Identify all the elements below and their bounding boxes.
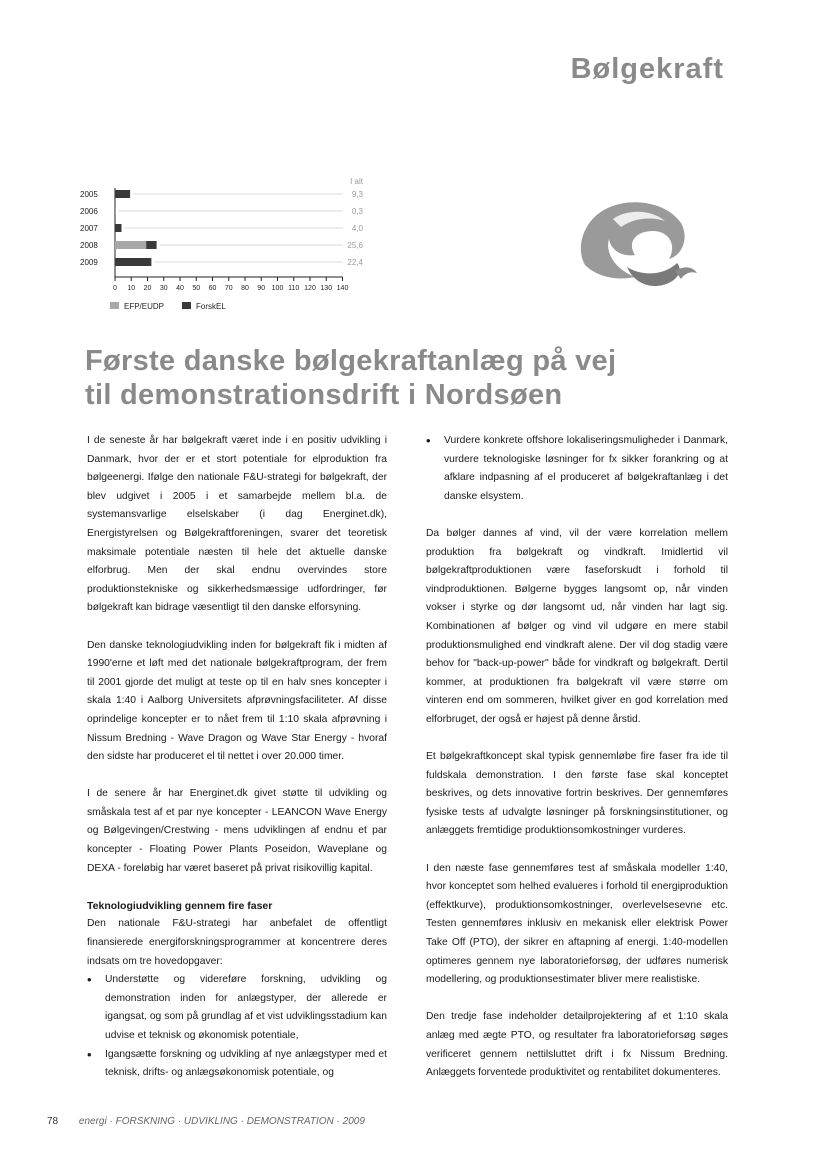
bar-forskel: [146, 241, 156, 249]
x-tick-label: 140: [336, 285, 349, 292]
funding-bar-chart: [80, 172, 370, 322]
x-tick-label: 100: [271, 285, 284, 292]
paragraph: I de seneste år har bølgekraft været inde i en positiv udvikling i Danmark, hvor der er et stort potentiale for elproduktion fra bølgeenergi. Ifølge den nationale F&U-strategi for bølgekraft, der blev udgivet i 2005 i et samarbejde mellem bl.a. de systemansvarlige elselskaber (i dag Energinet.dk), Energistyrelsen og Bølgekraftforeningen, svarer det teoretisk maksimale potentiale næsten til hele det aktuelle danske elforbrug. Men der skal endnu overvindes store produktionstekniske og sikkerhedsmæssige udfordringer, før bølgekraft kan bidrage væsentligt til den danske elforsyning.: [87, 435, 387, 614]
paragraph: Den nationale F&U-strategi har anbefalet de offentligt finansierede energiforskningsprogrammer at koncentrere deres indsats om tre hovedopgaver:: [87, 918, 387, 967]
x-tick-label: 130: [320, 285, 333, 292]
x-tick-label: 40: [176, 285, 184, 292]
y-tick-label: 2009: [80, 258, 98, 267]
x-tick-label: 30: [159, 285, 168, 292]
wave-logo-icon: [565, 193, 705, 293]
legend-label: EFP/EUDP: [124, 302, 165, 311]
legend-swatch: [182, 302, 191, 309]
x-tick-label: 50: [192, 285, 201, 292]
total-label: 0,3: [351, 207, 363, 216]
x-tick-label: 120: [304, 285, 316, 292]
list-item: • Vurdere konkrete offshore lokaliseringsmuligheder i Danmark, vurdere teknologiske løsninger for fx sikker forankring og at afklare indpasning af el produceret af bølgekraftanlæg i det danske elsystem.: [426, 432, 728, 506]
right-column: [426, 432, 728, 1101]
x-tick-label: 90: [257, 285, 266, 292]
headline-line-2: til demonstrationsdrift i Nordsøen: [85, 379, 563, 411]
headline-line-1: Første danske bølgekraftanlæg på vej: [85, 345, 617, 377]
total-label: 22,4: [347, 258, 363, 267]
left-column: [87, 432, 387, 1101]
section-heading: Teknologiudvikling gennem fire faser: [87, 899, 273, 912]
total-label: 4,0: [351, 224, 363, 233]
paragraph: Et bølgekraftkoncept skal typisk gennemløbe fire faser fra ide til fuldskala demonstration. I den første fase skal konceptet beskrives, og dets innovative fortrin beskrives. Der gennemføres fysiske tests af udvalgte løsninger på forskningsinstitutioner, og anlæggets fremtidige produktionsomkostninger vurderes.: [426, 751, 728, 837]
y-tick-label: 2005: [80, 190, 98, 199]
footer-text: energi · FORSKNING · UDVIKLING · DEMONSTRATION · 2009: [78, 1116, 365, 1127]
paragraph: Da bølger dannes af vind, vil der være korrelation mellem produktion fra bølgekraft og vindkraft. Imidlertid vil bølgekraftproduktionen være faseforskudt i forhold til vindproduktionen. Bølgerne bygges langsomt op, når vinden vokser i styrke og dør langsomt ud, når vinden har lagt sig. Kombinationen af bølger og vind vil udgøre en mere stabil produktionsmulighed end vindkraft alene. Der vil dog stadig være behov for "back-up-power" både for vindkraft og bølgekraft. Dertil kommer, at produktionen fra bølgekraft vil være større om vinteren end om sommeren, hvilket giver en god korrelation med elforbruget, der også er højest på denne årstid.: [426, 527, 728, 725]
paragraph: I de senere år har Energinet.dk givet støtte til udvikling og småskala test af et par nye koncepter - LEANCON Wave Energy og Bølgevingen/Crestwing - mens udviklingen af endnu et par koncepter - Floating Power Plants Poseidon, Waveplane og DEXA - foreløbig har været baseret på privat risikovillig kapital.: [87, 788, 387, 874]
x-tick-label: 70: [224, 285, 233, 292]
x-tick-label: 60: [208, 285, 217, 292]
page-number: 78: [47, 1116, 59, 1127]
list-item: • Igangsætte forskning og udvikling af nye anlægstyper med et teknisk, drifts- og anlægsøkonomisk potentiale, og: [87, 1046, 387, 1083]
legend-swatch: [110, 302, 119, 309]
bar-forskel: [115, 258, 151, 266]
y-tick-label: 2006: [80, 207, 98, 216]
paragraph: I den næste fase gennemføres test af småskala modeller 1:40, hvor konceptet som helhed evalueres i forhold til energiproduktion (effektkurve), produktionsomkostninger, overlevelsesevne etc. Testen gennemføres inklusiv en mekanisk eller elektrisk Power Take Off (PTO), der sikrer en aftapning af energi. 1:40-modellen optimeres gennem nye laboratorieforsøg, der udføres numerisk modellering, og produktionsestimater bliver mere realistiske.: [426, 862, 728, 986]
x-tick-label: 20: [143, 285, 152, 292]
x-tick-label: 110: [288, 285, 300, 292]
x-tick-label: 0: [113, 285, 117, 292]
total-label: 25,6: [347, 241, 363, 250]
totals-header: I alt: [350, 177, 363, 186]
bar-forskel: [115, 224, 122, 232]
paragraph: Den tredje fase indeholder detailprojektering af et 1:10 skala anlæg med ægte PTO, og resultater fra laboratorieforsøg søges verificeret gennem nettilsluttet drift i fx Nissum Bredning. Anlæggets forventede produktivitet og rentabilitet dokumenteres.: [426, 1011, 728, 1079]
bar-efp-eudp: [115, 241, 146, 249]
total-label: 9,3: [351, 190, 363, 199]
section-title: Bølgekraft: [570, 53, 724, 85]
headline: [85, 344, 725, 412]
bar-forskel: [115, 190, 130, 198]
legend-label: ForskEL: [196, 302, 226, 311]
x-tick-label: 80: [241, 285, 249, 292]
paragraph: Den danske teknologiudvikling inden for bølgekraft fik i midten af 1990'erne et løft med det nationale bølgekraftprogram, der frem til 2001 gjorde det muligt at teste op til en halv snes koncepter i skala 1:40 i Aalborg Universitets afprøvningsfaciliteter. Af disse oprindelige koncepter er to nået frem til 1:10 skala afprøvning i Nissum Bredning - Wave Dragon og Wave Star Energy - hvoraf den sidste har produceret el til nettet i over 20.000 timer.: [87, 639, 387, 763]
task-list: [87, 971, 387, 1083]
list-item: • Understøtte og videreføre forskning, udvikling og demonstration inden for anlægstyper, der allerede er igangsat, og som på grundlag af et vist udviklingsstadium kan udvise et teknisk og økonomisk potentiale,: [87, 971, 387, 1045]
task-list-continued: [426, 432, 728, 506]
y-tick-label: 2008: [80, 241, 98, 250]
x-tick-label: 10: [127, 285, 136, 292]
y-tick-label: 2007: [80, 224, 98, 233]
page-footer: [47, 1116, 365, 1127]
